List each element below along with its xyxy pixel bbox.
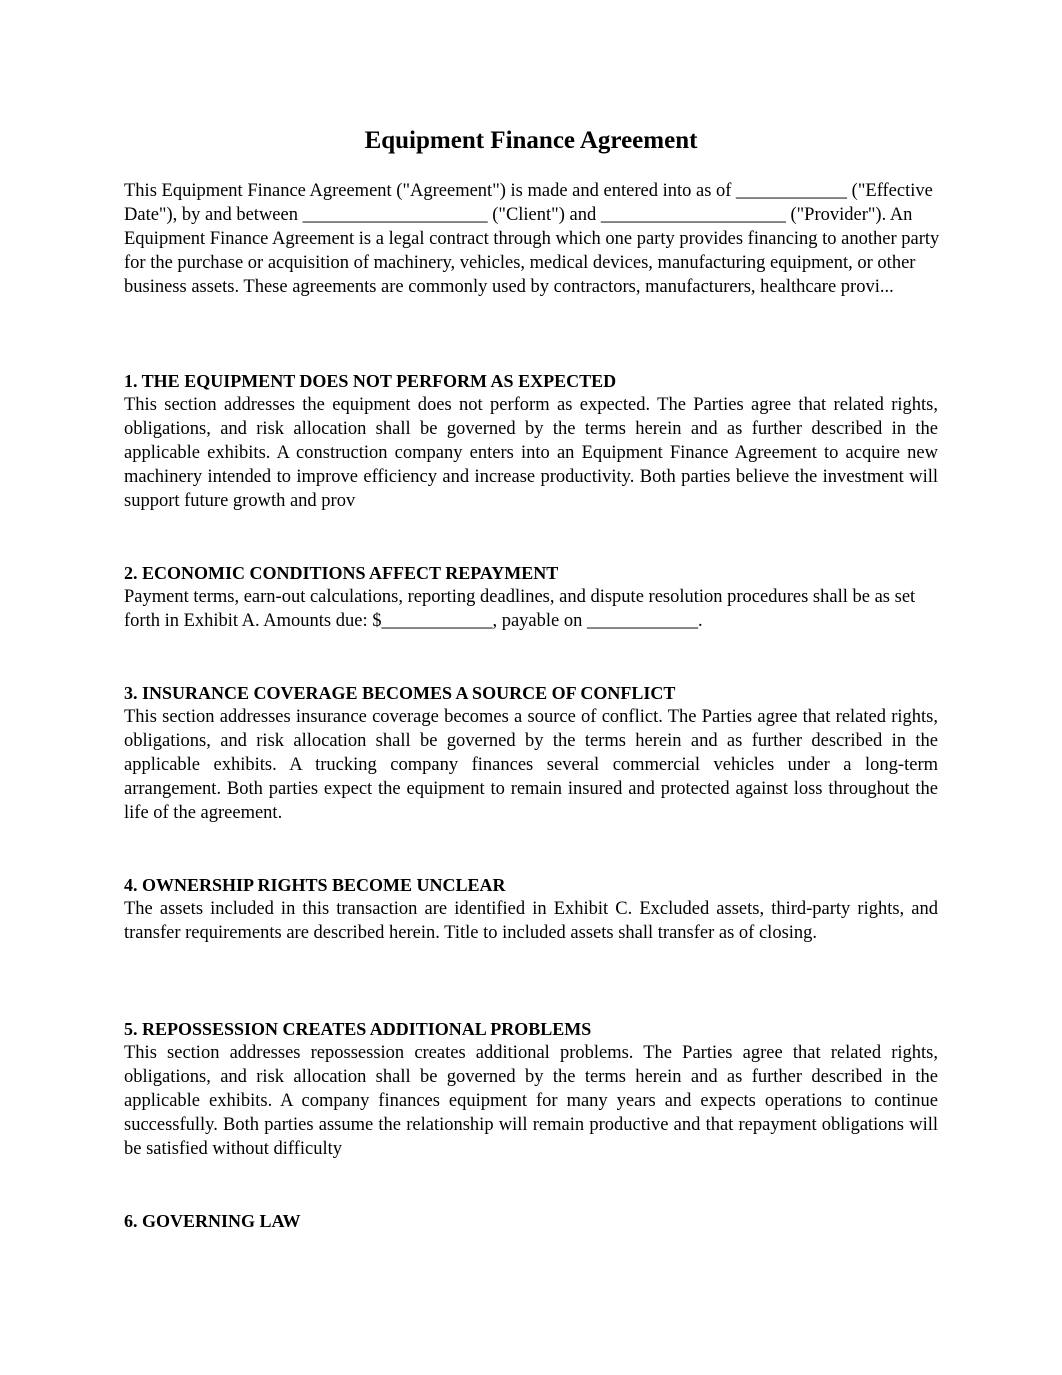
section-heading: 4. OWNERSHIP RIGHTS BECOME UNCLEAR bbox=[124, 875, 506, 895]
section-heading: 3. INSURANCE COVERAGE BECOMES A SOURCE OF CONFLICT bbox=[124, 683, 676, 703]
section-body: This section addresses the equipment does not perform as expected. The Parties agree that related rights, obligations, and risk allocation shall be governed by the terms herein and as further described in the applicable exhibits. A construction company enters into an Equipment Finance Agreement to acquire new machinery intended to improve efficiency and increase productivity. Both parties believe the investment will support future growth and prov bbox=[124, 395, 938, 511]
section-3 bbox=[124, 681, 938, 825]
section-body: This section addresses repossession creates additional problems. The Parties agree that related rights, obligations, and risk allocation shall be governed by the terms herein and as further described in the applicable exhibits. A company finances equipment for many years and expects operations to continue successfully. Both parties assume the relationship will remain productive and that repayment obligations will be satisfied without difficulty bbox=[124, 1043, 938, 1159]
intro-paragraph: This Equipment Finance Agreement ("Agreement") is made and entered into as of ____________ ("Effective Date"), by and between ____________________ ("Client") and ____________________ ("Provider"). An Equipment Finance Agreement is a legal contract through which one party provides financing to another party for the purchase or acquisition of machinery, vehicles, medical devices, manufacturing equipment, or other business assets. These agreements are commonly used by contractors, manufacturers, healthcare provi... bbox=[124, 181, 940, 297]
section-6 bbox=[124, 1209, 938, 1233]
section-4 bbox=[124, 873, 938, 945]
section-heading: 1. THE EQUIPMENT DOES NOT PERFORM AS EXPECTED bbox=[124, 371, 617, 391]
section-heading: 6. GOVERNING LAW bbox=[124, 1211, 301, 1231]
section-heading: 2. ECONOMIC CONDITIONS AFFECT REPAYMENT bbox=[124, 563, 559, 583]
section-1 bbox=[124, 369, 938, 513]
section-5 bbox=[124, 1017, 938, 1161]
section-body: Payment terms, earn-out calculations, reporting deadlines, and dispute resolution procedures shall be as set forth in Exhibit A. Amounts due: $____________, payable on ____________. bbox=[124, 587, 916, 631]
section-heading: 5. REPOSSESSION CREATES ADDITIONAL PROBLEMS bbox=[124, 1019, 592, 1039]
section-body: This section addresses insurance coverage becomes a source of conflict. The Parties agree that related rights, obligations, and risk allocation shall be governed by the terms herein and as further described in the applicable exhibits. A trucking company finances several commercial vehicles under a long-term arrangement. Both parties expect the equipment to remain insured and protected against loss throughout the life of the agreement. bbox=[124, 707, 938, 823]
document-title: Equipment Finance Agreement bbox=[364, 127, 698, 154]
section-2 bbox=[124, 561, 938, 633]
section-body: The assets included in this transaction are identified in Exhibit C. Excluded assets, third-party rights, and transfer requirements are described herein. Title to included assets shall transfer as of closing. bbox=[124, 899, 938, 943]
